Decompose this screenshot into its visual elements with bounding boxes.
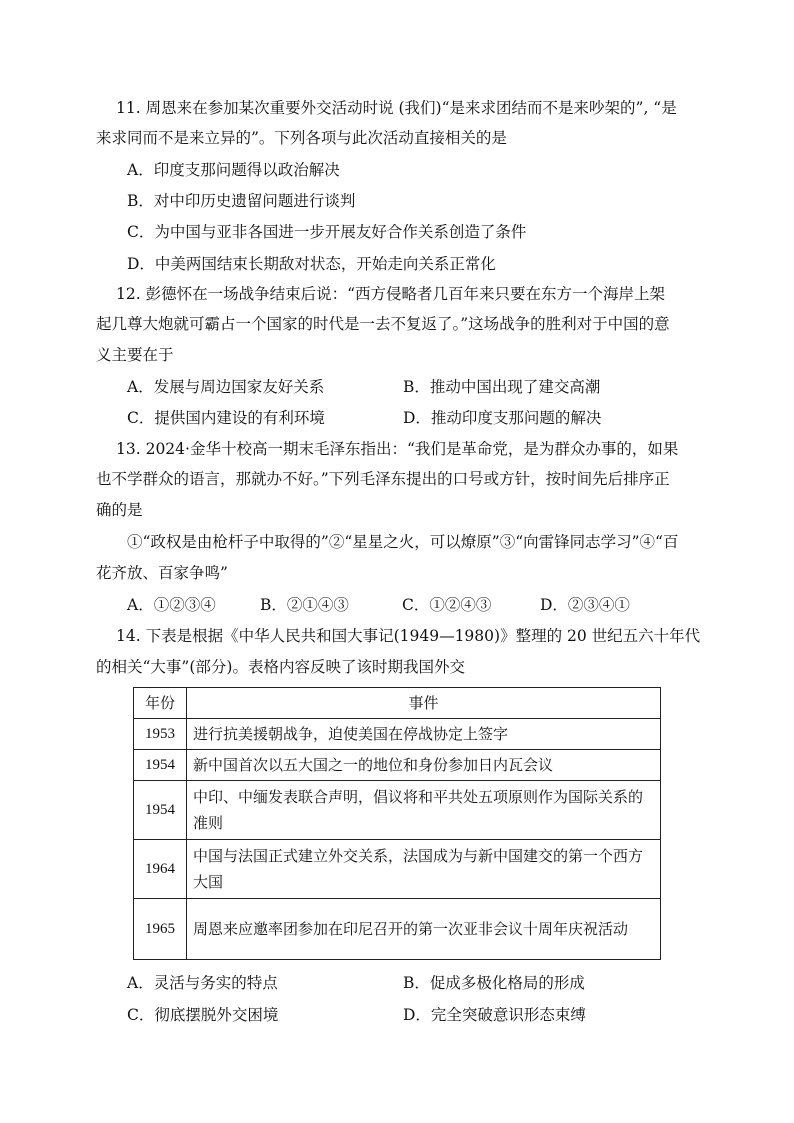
- q14-stem-line1: 14. 下表是根据《中华人民共和国大事记(1949—1980)》整理的 20 世纪五六十年代: [116, 627, 701, 645]
- q14-option-a: A．灵活与务实的特点: [127, 974, 278, 992]
- q13-option-c: C．①②④③: [402, 596, 492, 614]
- table-row: [134, 899, 661, 960]
- q12-option-d: D．推动印度支那问题的解决: [403, 409, 602, 427]
- q13-stem-line2: 也不学群众的语言，那就办不好。”下列毛泽东提出的口号或方针，按时间先后排序正: [96, 470, 670, 488]
- q12-stem-line1: 12. 彭德怀在一场战争结束后说：“西方侵略者几百年来只要在东方一个海岸上架: [116, 285, 666, 303]
- table-cell-event: 进行抗美援朝战争，迫使美国在停战协定上签字: [187, 719, 661, 750]
- table-row: [134, 750, 661, 781]
- table-header-year: 年份: [134, 688, 187, 719]
- q13-items-line1: ①“政权是由枪杆子中取得的”②“星星之火，可以燎原”③“向雷锋同志学习”④“百: [127, 533, 679, 551]
- q12-stem-line2: 起几尊大炮就可霸占一个国家的时代是一去不复返了。”这场战争的胜利对于中国的意: [96, 315, 670, 333]
- table-header-event: 事件: [187, 688, 661, 719]
- table-cell-event: 中国与法国正式建立外交关系，法国成为与新中国建交的第一个西方大国: [187, 840, 661, 899]
- q14-option-c: C．彻底摆脱外交困境: [127, 1006, 279, 1024]
- q11-option-b: B．对中印历史遗留问题进行谈判: [127, 192, 356, 210]
- table-cell-year: 1954: [134, 750, 187, 781]
- q12-stem-line3: 义主要在于: [96, 346, 174, 364]
- table-cell-year: 1954: [134, 781, 187, 840]
- q11-option-a: A．印度支那问题得以政治解决: [127, 161, 340, 179]
- q13-stem-line3: 确的是: [96, 501, 143, 519]
- q14-option-b: B．促成多极化格局的形成: [403, 974, 585, 992]
- q13-option-b: B．②①④③: [260, 596, 349, 614]
- q12-option-a: A．发展与周边国家友好关系: [127, 378, 325, 396]
- q11-stem-line1: 11. 周恩来在参加某次重要外交活动时说 (我们)“是来求团结而不是来吵架的”, “是: [116, 99, 677, 117]
- q14-option-d: D．完全突破意识形态束缚: [403, 1006, 586, 1024]
- table-row: [134, 719, 661, 750]
- q11-option-d: D．中美两国结束长期敌对状态，开始走向关系正常化: [127, 255, 496, 273]
- q11-option-c: C．为中国与亚非各国进一步开展友好合作关系创造了条件: [127, 223, 527, 241]
- q13-option-a: A．①②③④: [127, 596, 216, 614]
- q13-option-d: D．②③④①: [540, 596, 630, 614]
- q12-option-c: C．提供国内建设的有利环境: [127, 409, 325, 427]
- table-cell-year: 1953: [134, 719, 187, 750]
- table-cell-year: 1964: [134, 840, 187, 899]
- table-cell-event: 中印、中缅发表联合声明，倡议将和平共处五项原则作为国际关系的准则: [187, 781, 661, 840]
- table-cell-year: 1965: [134, 899, 187, 960]
- table-row: [134, 840, 661, 899]
- q12-option-b: B．推动中国出现了建交高潮: [403, 378, 601, 396]
- table-cell-event: 周恩来应邀率团参加在印尼召开的第一次亚非会议十周年庆祝活动: [187, 899, 661, 960]
- table-row: [134, 781, 661, 840]
- q13-stem-line1: 13. 2024·金华十校高一期末毛泽东指出：“我们是革命党，是为群众办事的，如果: [116, 440, 679, 458]
- q13-items-line2: 花齐放、百家争鸣”: [96, 564, 228, 582]
- q11-stem-line2: 来求同而不是来立异的”。下列各项与此次活动直接相关的是: [96, 129, 507, 147]
- events-table: [133, 687, 661, 960]
- q14-stem-line2: 的相关“大事”(部分)。表格内容反映了该时期我国外交: [96, 658, 465, 676]
- table-header-row: [134, 688, 661, 719]
- table-cell-event: 新中国首次以五大国之一的地位和身份参加日内瓦会议: [187, 750, 661, 781]
